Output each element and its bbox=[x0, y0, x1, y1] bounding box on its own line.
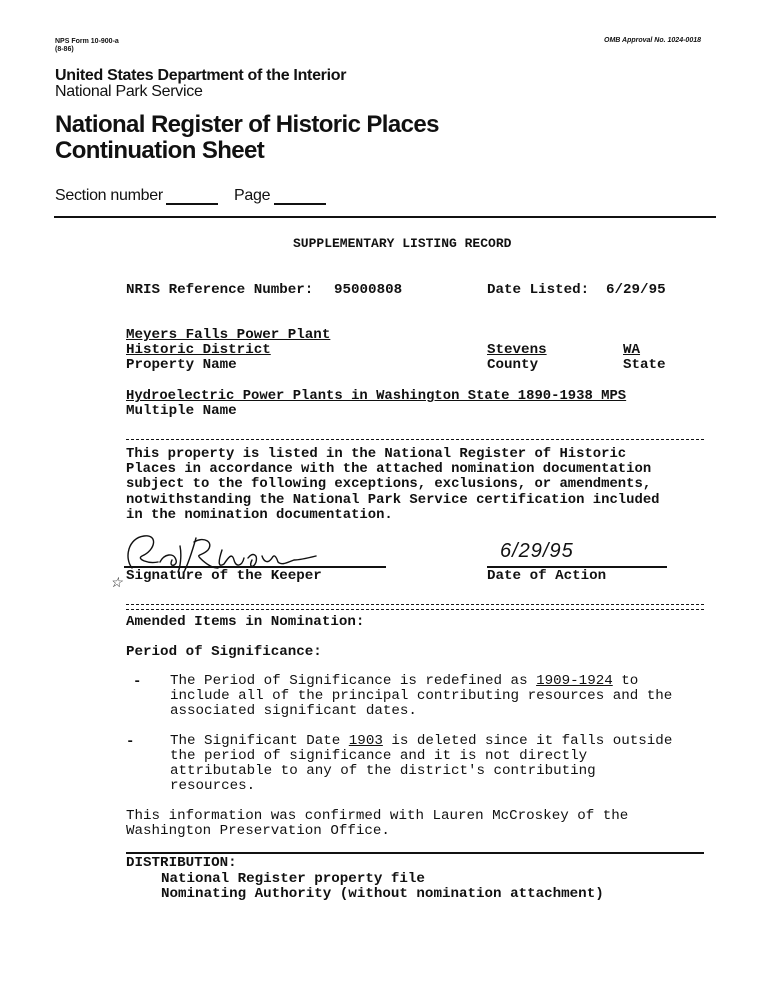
item-text: associated significant dates. bbox=[170, 703, 417, 719]
property-name-label: Property Name bbox=[126, 357, 237, 373]
page-title: National Register of Historic Places bbox=[55, 111, 439, 138]
date-of-action-label: Date of Action bbox=[487, 568, 607, 584]
statement-line: Places in accordance with the attached nomination documentation bbox=[126, 461, 652, 478]
state-label: State bbox=[623, 357, 666, 373]
form-number: NPS Form 10-900-a bbox=[55, 38, 119, 45]
header-divider bbox=[54, 216, 716, 218]
amendment-item-1 bbox=[170, 674, 672, 719]
item-text: resources. bbox=[170, 778, 256, 794]
date-listed-value: 6/29/95 bbox=[606, 282, 666, 298]
statement-line: subject to the following exceptions, exclusions, or amendments, bbox=[126, 476, 652, 493]
item-text: to bbox=[612, 673, 639, 689]
confirmation-line: This information was confirmed with Lauren McCroskey of the bbox=[126, 808, 629, 824]
property-name-line2: Historic District bbox=[126, 342, 271, 358]
bullet: - bbox=[126, 734, 135, 750]
double-divider-top bbox=[126, 604, 704, 605]
section-number-blank bbox=[166, 203, 218, 205]
omb-approval: OMB Approval No. 1024-0018 bbox=[604, 37, 701, 44]
page-subtitle: Continuation Sheet bbox=[55, 137, 265, 164]
period-heading: Period of Significance: bbox=[126, 644, 322, 660]
listing-statement bbox=[126, 447, 660, 523]
distribution-item: Nominating Authority (without nomination attachment) bbox=[161, 886, 604, 902]
county-value: Stevens bbox=[487, 342, 547, 358]
item-text: attributable to any of the district's contributing bbox=[170, 763, 596, 779]
date-of-action-handwritten: 6/29/95 bbox=[500, 540, 574, 562]
page-blank bbox=[274, 203, 326, 205]
county-label: County bbox=[487, 357, 539, 373]
bullet: - bbox=[133, 674, 142, 690]
page-label: Page bbox=[234, 187, 271, 204]
item-text: the period of significance and it is not directly bbox=[170, 748, 588, 764]
distribution-item: National Register property file bbox=[161, 871, 425, 887]
amendment-item-2 bbox=[170, 734, 672, 794]
multiple-name-value: Hydroelectric Power Plants in Washington State 1890-1938 MPS bbox=[126, 388, 627, 404]
distribution-heading: DISTRIBUTION: bbox=[126, 855, 237, 871]
dashed-divider bbox=[126, 439, 704, 440]
date-listed-label: Date Listed: bbox=[487, 282, 590, 298]
amended-items-heading: Amended Items in Nomination: bbox=[126, 614, 365, 630]
property-name-line1: Meyers Falls Power Plant bbox=[126, 327, 331, 343]
significant-date-value: 1903 bbox=[348, 733, 383, 749]
statement-line: in the nomination documentation. bbox=[126, 506, 393, 523]
confirmation-note bbox=[126, 809, 628, 839]
item-text: is deleted since it falls outside bbox=[382, 733, 673, 749]
department-name: United States Department of the Interior bbox=[55, 67, 347, 84]
distribution-divider bbox=[126, 852, 704, 854]
state-value: WA bbox=[623, 342, 641, 358]
item-text: include all of the principal contributing resources and the bbox=[170, 688, 673, 704]
nris-label: NRIS Reference Number: bbox=[126, 282, 314, 298]
statement-line: This property is listed in the National Register of Historic bbox=[126, 446, 627, 462]
initial-mark: ☆ bbox=[110, 574, 123, 590]
section-number-label: Section number bbox=[55, 187, 163, 204]
service-name: National Park Service bbox=[55, 83, 203, 100]
item-text: The Significant Date bbox=[170, 733, 349, 749]
statement-line: notwithstanding the National Park Service certification included bbox=[126, 491, 660, 508]
nris-value: 95000808 bbox=[334, 282, 403, 298]
form-date: (8-86) bbox=[55, 46, 74, 53]
period-value: 1909-1924 bbox=[536, 673, 613, 689]
item-text: The Period of Significance is redefined as bbox=[170, 673, 537, 689]
confirmation-line: Washington Preservation Office. bbox=[126, 823, 390, 839]
record-heading: SUPPLEMENTARY LISTING RECORD bbox=[293, 236, 512, 251]
double-divider-bottom bbox=[126, 609, 704, 610]
multiple-name-label: Multiple Name bbox=[126, 403, 237, 419]
signature-label: Signature of the Keeper bbox=[126, 568, 322, 584]
